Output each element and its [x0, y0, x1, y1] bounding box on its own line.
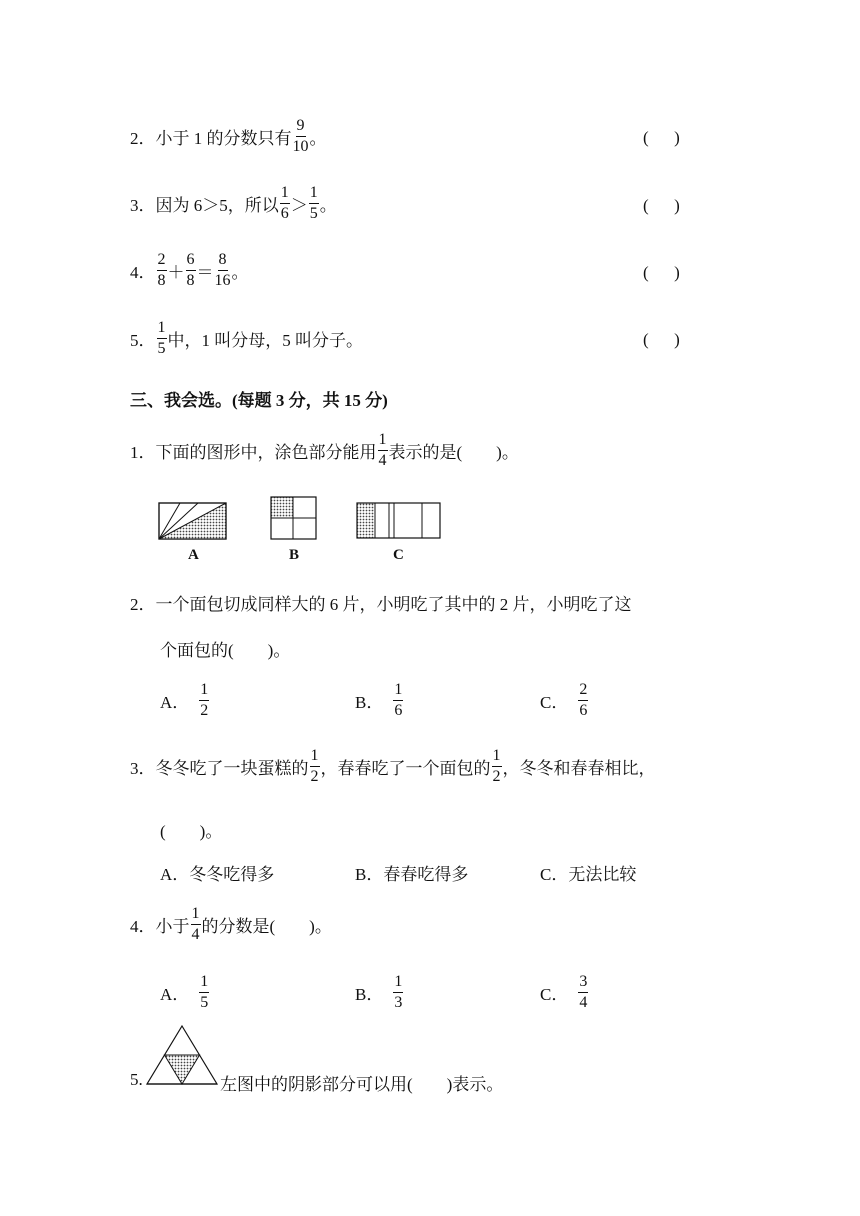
- choice-q2-line2: 个面包的( )。: [160, 641, 291, 660]
- q-number: 1．: [130, 443, 156, 462]
- fraction: $\frac{1}{5}$: [157, 319, 166, 357]
- triangle-figure: [144, 1022, 220, 1088]
- fraction: $\frac{1}{5}$: [309, 184, 318, 222]
- judge-q4: 4． $\frac{2}{8}$ ＋ $\frac{6}{8}$ ＝ $\frac{8}{16}$ 。: [130, 251, 249, 289]
- fraction: $\frac{1}{6}$: [280, 184, 289, 222]
- q-number: 4．: [130, 917, 156, 936]
- q-text: 中，1 叫分母，5 叫分子。: [167, 331, 363, 350]
- option-b[interactable]: B．春春吃得多: [355, 865, 469, 884]
- q-number: 5．: [130, 331, 156, 350]
- figure-c: [356, 500, 442, 542]
- fraction: $\frac{1}{6}$: [394, 681, 403, 719]
- fraction: $\frac{1}{4}$: [191, 905, 200, 943]
- fraction: $\frac{1}{3}$: [394, 973, 403, 1011]
- judge-q2: 2． 小于 1 的分数只有 $\frac{9}{10}$ 。: [130, 117, 327, 155]
- fraction: $\frac{1}{2}$: [492, 747, 501, 785]
- answer-paren[interactable]: ( ): [643, 330, 680, 349]
- q-text: 小于 1 的分数只有: [155, 129, 292, 148]
- fraction: $\frac{2}{6}$: [579, 681, 588, 719]
- choice-q4: 4． 小于 $\frac{1}{4}$ 的分数是( )。: [130, 905, 332, 943]
- choice-q3-line2: ( )。: [160, 822, 223, 841]
- option-a[interactable]: A． $\frac{1}{5}$: [160, 973, 209, 1011]
- option-a[interactable]: A． $\frac{1}{2}$: [160, 681, 209, 719]
- q-number: 3．: [130, 759, 156, 778]
- option-c[interactable]: C．无法比较: [540, 865, 637, 884]
- fraction: $\frac{3}{4}$: [579, 973, 588, 1011]
- fraction: $\frac{1}{5}$: [200, 973, 209, 1011]
- q-number: 2．: [130, 595, 156, 614]
- figure-label-c: C: [393, 547, 404, 563]
- answer-paren[interactable]: ( ): [643, 128, 680, 147]
- fraction: $\frac{6}{8}$: [186, 251, 195, 289]
- fraction: $\frac{9}{10}$: [292, 117, 309, 155]
- q-number: 3．: [130, 196, 156, 215]
- judge-q5: [130, 320, 363, 357]
- q-text: 一个面包切成同样大的 6 片，小明吃了其中的 2 片，小明吃了这: [155, 595, 632, 614]
- fraction: $\frac{8}{16}$: [214, 251, 231, 289]
- option-a[interactable]: A．冬冬吃得多: [160, 865, 275, 884]
- figure-a: [158, 500, 228, 544]
- choice-q3-line1: 3． 冬冬吃了一块蛋糕的 $\frac{1}{2}$ ，春春吃了一个面包的 $\frac{1}{2}$ ，冬冬和春春相比，: [130, 747, 656, 785]
- figure-b: [270, 496, 318, 542]
- answer-paren[interactable]: ( ): [643, 263, 680, 282]
- fraction: $\frac{1}{2}$: [200, 681, 209, 719]
- judge-q3: 3． 因为 6＞5，所以 $\frac{1}{6}$ ＞ $\frac{1}{5}$ 。: [130, 184, 337, 222]
- fraction: $\frac{1}{4}$: [378, 431, 387, 469]
- q-number: 4．: [130, 263, 156, 282]
- choice-q5-number: 5.: [130, 1070, 143, 1089]
- choice-q1: 1． 下面的图形中，涂色部分能用 $\frac{1}{4}$ 表示的是( )。: [130, 431, 519, 469]
- option-c[interactable]: C． $\frac{2}{6}$: [540, 681, 588, 719]
- section-title: 三、我会选。(每题 3 分，共 15 分): [130, 391, 388, 410]
- q-text: 下面的图形中，涂色部分能用: [155, 443, 377, 462]
- choice-q2-line1: [130, 590, 632, 615]
- q-text: 因为 6＞5，所以: [155, 196, 279, 215]
- q-number: 2．: [130, 129, 156, 148]
- option-b[interactable]: B． $\frac{1}{6}$: [355, 681, 403, 719]
- fraction: $\frac{1}{2}$: [310, 747, 319, 785]
- option-b[interactable]: B． $\frac{1}{3}$: [355, 973, 403, 1011]
- choice-q5-text: 左图中的阴影部分可以用( )表示。: [220, 1075, 504, 1094]
- figure-label-b: B: [289, 547, 300, 563]
- figure-label-a: A: [188, 547, 199, 563]
- answer-paren[interactable]: ( ): [643, 196, 680, 215]
- fraction: $\frac{2}{8}$: [157, 251, 166, 289]
- option-c[interactable]: C． $\frac{3}{4}$: [540, 973, 588, 1011]
